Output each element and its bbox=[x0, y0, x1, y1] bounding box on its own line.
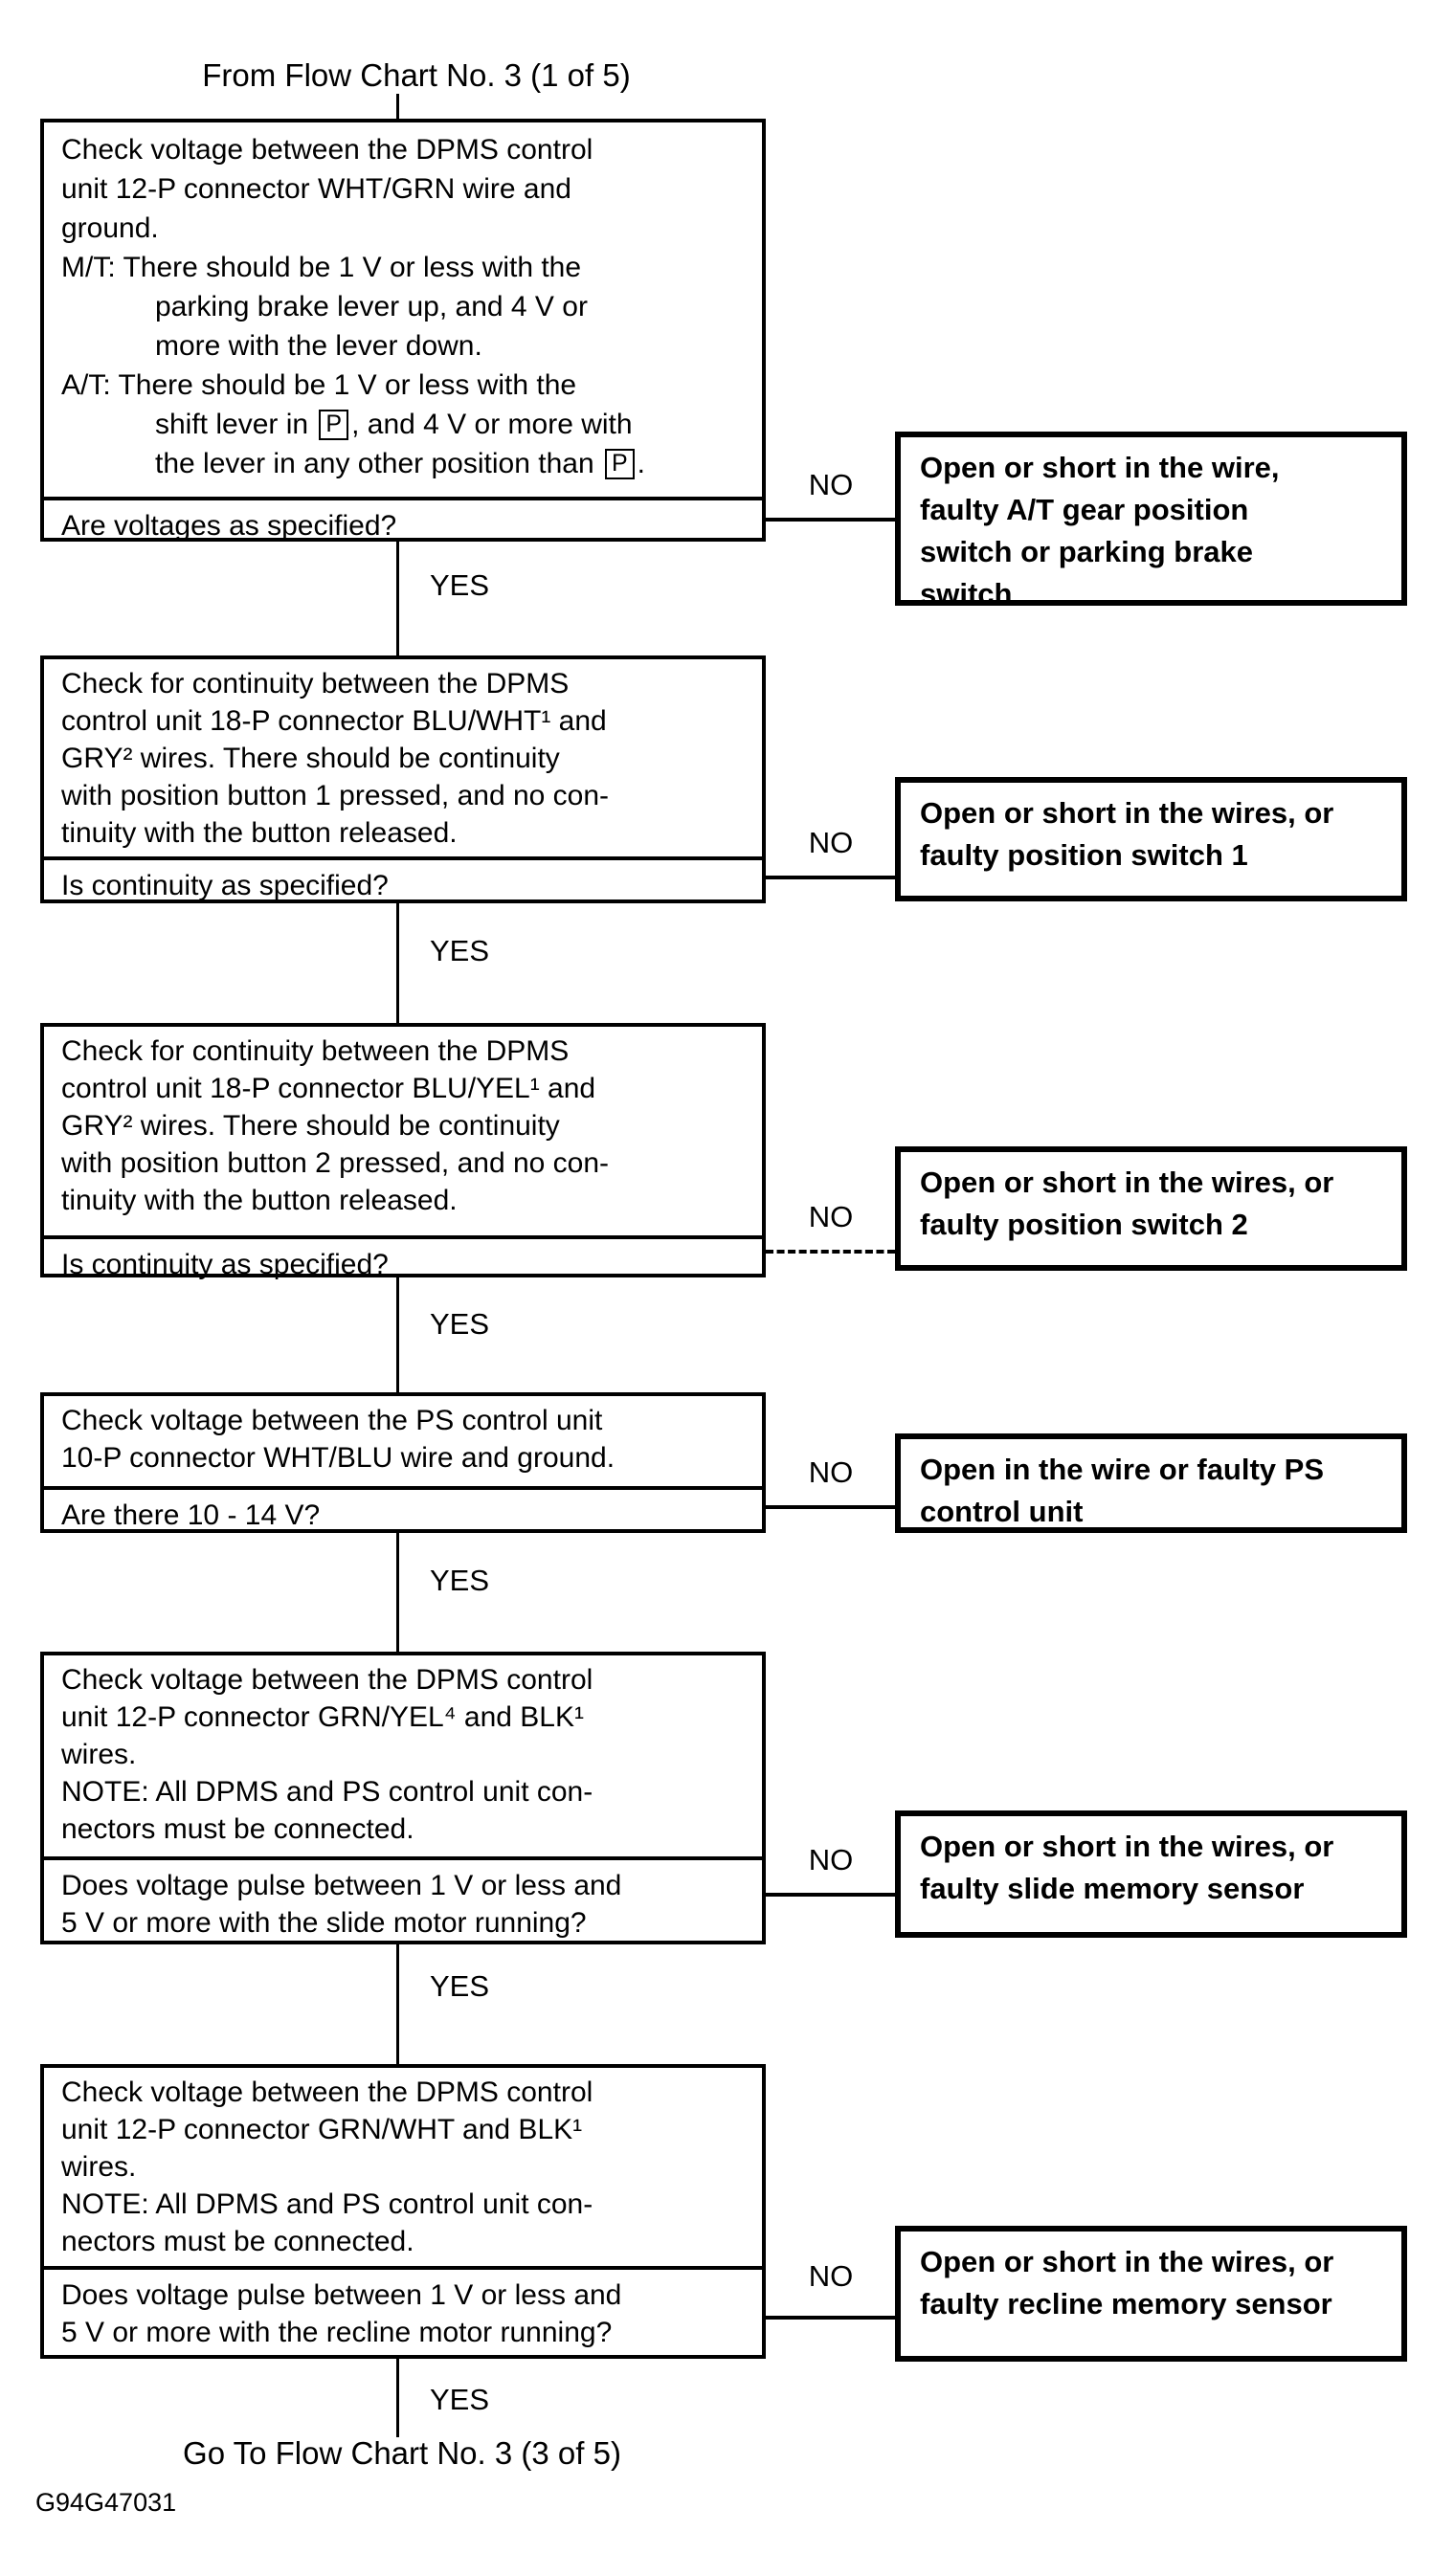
action-line: more with the lever down. bbox=[155, 330, 482, 362]
result-line: Open or short in the wires, or bbox=[920, 796, 1334, 830]
step-2-question: Is continuity as specified? bbox=[44, 856, 762, 909]
result-line: Open or short in the wires, or bbox=[920, 1830, 1334, 1863]
connector-yes-3 bbox=[396, 1277, 399, 1392]
step-1-no-result-box bbox=[895, 432, 1407, 611]
step-4-question: Are there 10 - 14 V? bbox=[44, 1486, 762, 1539]
step-6-question bbox=[44, 2266, 762, 2365]
step-5-no-result-box bbox=[895, 1810, 1407, 1938]
action-line: M/T: There should be 1 V or less with the bbox=[61, 252, 582, 283]
step-3-question: Is continuity as specified? bbox=[44, 1235, 762, 1287]
action-line: Check for continuity between the DPMS bbox=[61, 1035, 570, 1067]
yes-label-1: YES bbox=[430, 568, 490, 602]
connector-no-6 bbox=[766, 2316, 895, 2320]
action-line: Check voltage between the DPMS control bbox=[61, 2076, 593, 2108]
step-2-no-result-box bbox=[895, 777, 1407, 901]
action-line: wires. bbox=[61, 1739, 137, 1770]
yes-label-6: YES bbox=[430, 2383, 490, 2416]
yes-label-3: YES bbox=[430, 1307, 490, 1341]
connector-no-1 bbox=[766, 518, 895, 522]
action-line: with position button 1 pressed, and no con- bbox=[61, 780, 610, 811]
step-4-action-text bbox=[44, 1396, 762, 1486]
action-line: 10-P connector WHT/BLU wire and ground. bbox=[61, 1442, 615, 1474]
action-line: ground. bbox=[61, 212, 159, 244]
result-line: switch or parking brake bbox=[920, 535, 1253, 568]
action-line: GRY² wires. There should be continuity bbox=[61, 743, 560, 774]
action-line: Check voltage between the DPMS control bbox=[61, 134, 593, 166]
action-line: nectors must be connected. bbox=[61, 1813, 414, 1845]
action-line: A/T: There should be 1 V or less with the bbox=[61, 369, 577, 401]
result-line: faulty A/T gear position bbox=[920, 493, 1249, 526]
action-line: shift lever in P , and 4 V or more with bbox=[155, 409, 633, 440]
action-line: unit 12-P connector WHT/GRN wire and bbox=[61, 173, 571, 205]
step-5-question bbox=[44, 1856, 762, 1950]
action-line: the lever in any other position than P . bbox=[155, 448, 645, 479]
no-label-1: NO bbox=[808, 468, 854, 501]
action-line: unit 12-P connector GRN/WHT and BLK¹ bbox=[61, 2114, 583, 2145]
action-line: control unit 18-P connector BLU/WHT¹ and bbox=[61, 705, 607, 737]
action-line: tinuity with the button released. bbox=[61, 1185, 458, 1216]
action-line: unit 12-P connector GRN/YEL⁴ and BLK¹ bbox=[61, 1701, 584, 1733]
action-line: tinuity with the button released. bbox=[61, 817, 458, 849]
action-line: NOTE: All DPMS and PS control unit con- bbox=[61, 2188, 593, 2220]
connector-header-stem bbox=[396, 94, 399, 119]
step-5-box bbox=[40, 1652, 766, 1944]
result-line: faulty recline memory sensor bbox=[920, 2287, 1332, 2321]
action-line: wires. bbox=[61, 2151, 137, 2183]
result-line: switch bbox=[920, 577, 1013, 611]
step-6-box bbox=[40, 2064, 766, 2359]
connector-yes-4 bbox=[396, 1533, 399, 1652]
step-1-box bbox=[40, 119, 766, 542]
no-label-3: NO bbox=[808, 1200, 854, 1233]
no-label-2: NO bbox=[808, 826, 854, 859]
question-line: 5 V or more with the slide motor running? bbox=[61, 1907, 587, 1939]
action-line: control unit 18-P connector BLU/YEL¹ and bbox=[61, 1073, 596, 1104]
no-label-4: NO bbox=[808, 1455, 854, 1489]
action-line: GRY² wires. There should be continuity bbox=[61, 1110, 560, 1142]
connector-yes-6 bbox=[396, 2359, 399, 2437]
step-4-box bbox=[40, 1392, 766, 1533]
connector-yes-2 bbox=[396, 903, 399, 1023]
step-2-box bbox=[40, 655, 766, 903]
step-1-action-text bbox=[44, 122, 762, 497]
step-1-question: Are voltages as specified? bbox=[44, 497, 762, 549]
result-line: Open in the wire or faulty PS bbox=[920, 1453, 1325, 1486]
step-3-action-text bbox=[44, 1027, 762, 1235]
no-label-5: NO bbox=[808, 1843, 854, 1876]
step-2-action-text bbox=[44, 659, 762, 856]
action-line: parking brake lever up, and 4 V or bbox=[155, 291, 588, 322]
park-position-symbol: P bbox=[605, 449, 635, 479]
question-line: 5 V or more with the recline motor running? bbox=[61, 2317, 613, 2348]
action-line: Check voltage between the PS control unit bbox=[61, 1405, 603, 1436]
figure-code: G94G47031 bbox=[35, 2488, 177, 2517]
no-label-6: NO bbox=[808, 2259, 854, 2293]
connector-no-2 bbox=[766, 876, 895, 879]
step-6-no-result-box bbox=[895, 2226, 1407, 2362]
question-line: Does voltage pulse between 1 V or less and bbox=[61, 1870, 622, 1901]
connector-yes-5 bbox=[396, 1944, 399, 2064]
step-6-action-text bbox=[44, 2068, 762, 2266]
footer-text: Go To Flow Chart No. 3 (3 of 5) bbox=[183, 2435, 621, 2471]
step-4-no-result-box bbox=[895, 1433, 1407, 1533]
action-line: Check voltage between the DPMS control bbox=[61, 1664, 593, 1696]
header-text: From Flow Chart No. 3 (1 of 5) bbox=[202, 57, 631, 93]
yes-label-4: YES bbox=[430, 1564, 490, 1597]
connector-no-4 bbox=[766, 1505, 895, 1509]
connector-no-5 bbox=[766, 1893, 895, 1897]
step-3-no-result-box bbox=[895, 1146, 1407, 1271]
result-line: Open or short in the wires, or bbox=[920, 1166, 1334, 1199]
connector-no-3 bbox=[766, 1250, 895, 1254]
action-line: with position button 2 pressed, and no con- bbox=[61, 1147, 610, 1179]
step-5-action-text bbox=[44, 1655, 762, 1856]
result-line: faulty slide memory sensor bbox=[920, 1872, 1305, 1905]
yes-label-5: YES bbox=[430, 1969, 490, 2003]
step-3-box bbox=[40, 1023, 766, 1280]
result-line: control unit bbox=[920, 1495, 1084, 1528]
park-position-symbol: P bbox=[319, 410, 348, 440]
yes-label-2: YES bbox=[430, 934, 490, 967]
result-line: Open or short in the wire, bbox=[920, 451, 1280, 484]
connector-yes-1 bbox=[396, 542, 399, 655]
question-line: Does voltage pulse between 1 V or less and bbox=[61, 2279, 622, 2311]
action-line: NOTE: All DPMS and PS control unit con- bbox=[61, 1776, 593, 1808]
action-line: nectors must be connected. bbox=[61, 2226, 414, 2257]
action-line: Check for continuity between the DPMS bbox=[61, 668, 570, 700]
result-line: Open or short in the wires, or bbox=[920, 2245, 1334, 2278]
result-line: faulty position switch 2 bbox=[920, 1208, 1248, 1241]
result-line: faulty position switch 1 bbox=[920, 838, 1248, 872]
